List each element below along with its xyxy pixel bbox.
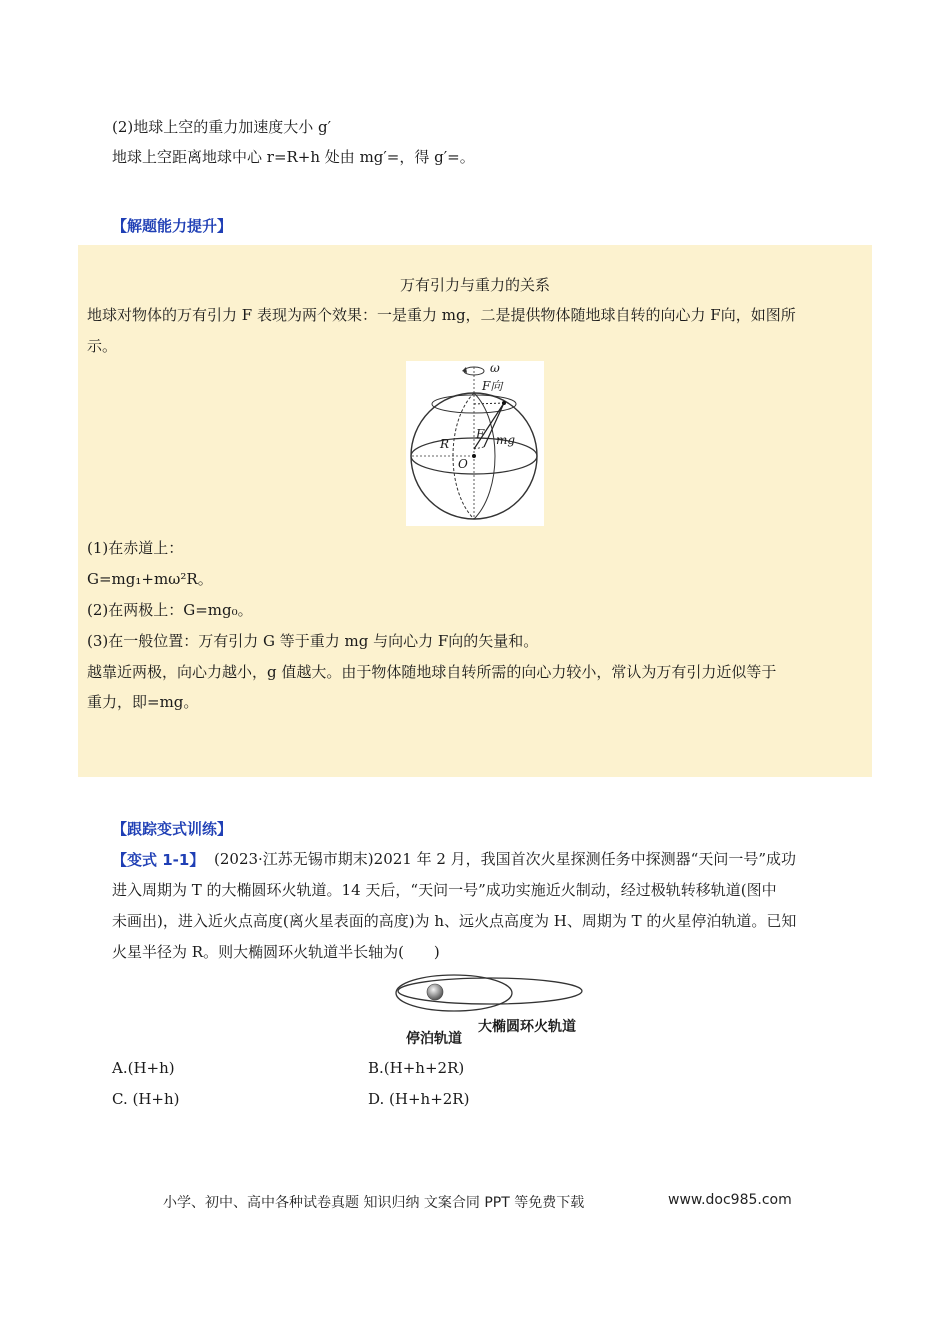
box-title: 万有引力与重力的关系 bbox=[399, 276, 550, 294]
omega-label: ω bbox=[490, 361, 500, 375]
earth-gravity-figure bbox=[406, 361, 544, 526]
question-line-3: 未画出)，进入近火点高度(离火星表面的高度)为 h、远火点高度为 H、周期为 T 的火星停泊轨道。已知 bbox=[112, 912, 797, 930]
footer-url[interactable]: www.doc985.com bbox=[668, 1192, 792, 1208]
option-a[interactable]: A.(H+h) bbox=[112, 1059, 175, 1077]
box-para-2-cont: 重力，即=mg。 bbox=[87, 693, 199, 711]
radius-label: R bbox=[440, 437, 450, 451]
section-heading-ability: 【解题能力提升】 bbox=[112, 217, 233, 235]
footer-text: 小学、初中、高中各种试卷真题 知识归纳 文案合同 PPT 等免费下载 bbox=[163, 1195, 585, 1211]
item-general: (3)在一般位置：万有引力 G 等于重力 mg 与向心力 F向的矢量和。 bbox=[87, 632, 539, 650]
option-b[interactable]: B.(H+h+2R) bbox=[368, 1059, 465, 1077]
mg-label: mg bbox=[496, 433, 516, 447]
parking-orbit-label: 停泊轨道 bbox=[406, 1031, 462, 1047]
item-equator-formula: G=mg₁+mω²R。 bbox=[87, 570, 213, 588]
intro-line-1: (2)地球上空的重力加速度大小 g′ bbox=[112, 118, 332, 136]
earth-diagram bbox=[406, 361, 544, 526]
question-line-1: (2023·江苏无锡市期末)2021 年 2 月，我国首次火星探测任务中探测器“天问一号”成功 bbox=[214, 850, 797, 868]
option-c[interactable]: C. (H+h) bbox=[112, 1090, 180, 1108]
option-d[interactable]: D. (H+h+2R) bbox=[368, 1090, 470, 1108]
centripetal-force-label: F向 bbox=[482, 379, 503, 393]
item-poles: (2)在两极上：G=mg₀。 bbox=[87, 601, 253, 619]
orbit-figure bbox=[392, 970, 588, 1048]
gravitation-label: F bbox=[476, 427, 485, 441]
intro-line-2: 地球上空距离地球中心 r=R+h 处由 mg′=，得 g′=。 bbox=[112, 148, 475, 166]
item-equator: (1)在赤道上： bbox=[87, 539, 184, 557]
box-para-2: 越靠近两极，向心力越小，g 值越大。由于物体随地球自转所需的向心力较小，常认为万有引力近似等于 bbox=[87, 663, 777, 681]
section-heading-practice: 【跟踪变式训练】 bbox=[112, 820, 233, 838]
box-para-1-cont: 示。 bbox=[87, 337, 118, 355]
question-line-2: 进入周期为 T 的大椭圆环火轨道。14 天后，“天问一号”成功实施近火制动，经过极轨转移轨道(图中 bbox=[112, 881, 777, 899]
box-para-1: 地球对物体的万有引力 F 表现为两个效果：一是重力 mg，二是提供物体随地球自转的向心力 F向，如图所 bbox=[87, 306, 796, 324]
center-label: O bbox=[458, 457, 468, 471]
question-label: 【变式 1-1】 bbox=[112, 851, 205, 869]
big-orbit-label: 大椭圆环火轨道 bbox=[478, 1019, 576, 1035]
question-line-4: 火星半径为 R。则大椭圆环火轨道半长轴为( ) bbox=[112, 943, 440, 961]
